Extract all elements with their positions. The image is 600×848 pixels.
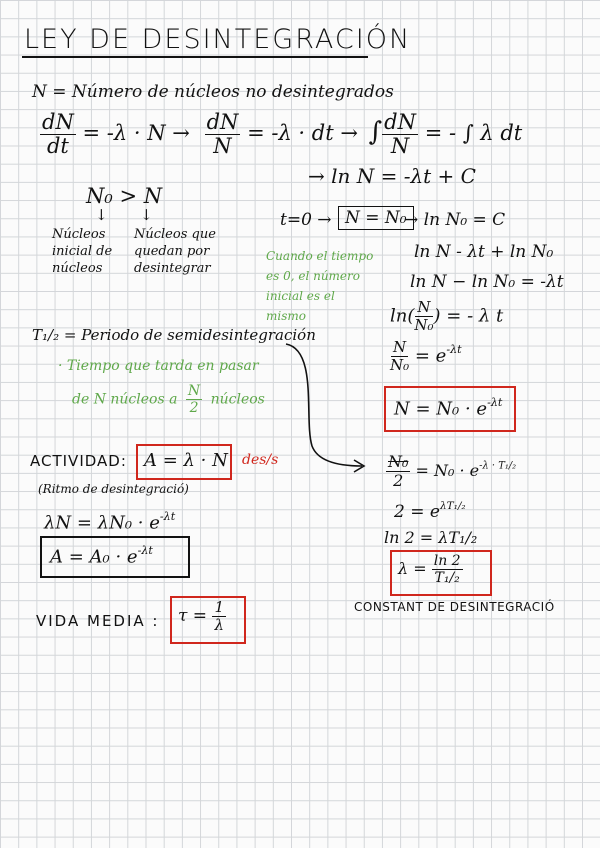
green-def-text: de N núcleos a [72,391,178,408]
lambda-lhs: λ = [398,559,427,578]
curved-arrow-path [286,344,362,466]
mean-life-lhs: τ = [178,606,208,626]
t-zero-box: N = N₀ [338,206,414,230]
step-1: ln N - λt + ln N₀ [414,242,554,262]
arrow-down-left: ↓ [95,206,108,224]
activity-unit: des/s [242,452,279,468]
activity-note: (Ritmo de desintegració) [38,482,189,496]
decay-law-exp: -λt [487,396,503,409]
eq-c-rhs: = - ∫ λ dt [424,121,523,145]
mean-life-num: 1 [214,598,225,616]
eq-a-rhs: = -λ · N → [82,121,190,145]
hl-rhs: = N₀ · e [415,461,480,480]
step-2: ln N − ln N₀ = -λt [410,272,564,292]
eq-c-num: dN [384,110,416,134]
hl2-text: 2 = e [394,501,440,522]
definition-n: N = Número de núcleos no desintegrados [32,82,394,102]
label-remaining-nuclei: Núcleos que quedan por desintegrar [134,227,216,276]
lambda-num: ln 2 [433,553,461,569]
step-3-num: N [417,298,431,316]
activity-label: ACTIVIDAD: [30,452,127,470]
step-3-pre: ln( [390,305,415,327]
step-4-rhs: = e [414,345,447,367]
activity-eq-exp: -λt [159,510,176,523]
eq-b-num: dN [206,110,239,134]
hl-den: 2 [393,471,404,490]
t-zero-condition: t=0 → [280,210,332,230]
activity-formula: A = λ · N [144,450,228,471]
eq-b-den: N [213,134,232,158]
half-life-definition: T₁/₂ = Periodo de semidesintegración [32,326,316,344]
constant-label: CONSTANT DE DESINTEGRACIÓ [354,600,555,614]
label-initial-nuclei: Núcleos inicial de núcleos [52,227,113,276]
t-zero-result: → ln N₀ = C [404,210,506,230]
activity-law-text: A = A₀ · e [50,546,138,568]
log-equation: → ln N = -λt + C [308,164,476,188]
hl2-exp: λT₁/₂ [439,500,466,512]
page-title: LEY DE DESINTEGRACIÓN [24,24,412,55]
mean-life-den: λ [214,616,224,634]
step-3-post: ) = - λ t [433,305,504,327]
step-3-den: N₀ [414,316,434,334]
decay-law-text: N = N₀ · e [394,398,488,420]
half-life-step-3: ln 2 = λT₁/₂ [384,528,478,547]
activity-law-exp: -λt [137,544,153,557]
step-4-exp: -λt [446,343,462,357]
green-def-den: 2 [189,400,199,416]
eq-a-den: dt [46,134,69,158]
eq-b-rhs: = -λ · dt → [247,121,358,145]
eq-a-num: dN [42,110,74,134]
lambda-den: T₁/₂ [434,570,460,586]
arrow-down-right: ↓ [140,206,153,224]
green-def-tail: núcleos [210,391,265,408]
inequality: N₀ > N [86,184,163,208]
eq-c-den: N [390,134,410,158]
hl-exp: -λ · T₁/₂ [479,460,517,472]
mean-life-label: VIDA MEDIA : [36,612,160,630]
green-def-line-1: · Tiempo que tarda en pasar [58,358,259,374]
activity-eq-text: λN = λN₀ · e [44,512,160,534]
hl-num: N₀ [388,452,409,471]
green-note-time-zero: Cuando el tiempo es 0, el número inicial es el mismo [266,249,374,323]
green-def-num: N [187,383,201,399]
integral-sign: ∫ [368,117,383,147]
step-4-num: N [393,338,407,356]
step-4-den: N₀ [390,356,410,374]
